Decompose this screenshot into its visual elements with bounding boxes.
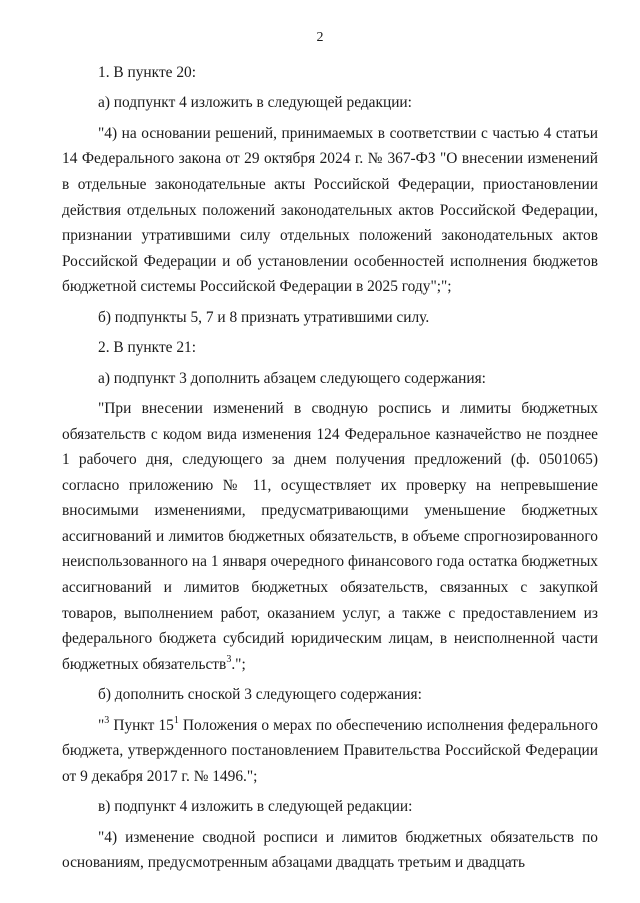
paragraph-2a-body: "При внесении изменений в сводную роспись и лимиты бюджетных обязательств с кодом вида изменения 124 Федеральное казначейство не позднее 1 рабочего дня, следующего за днем получения предложений (ф. 0501065) согласно приложению № 11, осуществляет их проверку на непревышение вносимыми изменениями, предусматривающими уменьшение бюджетных ассигнований и лимитов бюджетных обязательств, в объеме спрогнозированного неиспользованного на 1 января очередного финансового года остатка бюджетных ассигнований и лимитов бюджетных обязательств, связанных с закупкой товаров, выполнением работ, оказанием услуг, а также с предоставлением из федерального бюджета субсидий юридическим лицам, в неисполненной части бюджетных обязательств — [62, 399, 598, 673]
paragraph-1a-text: "4) на основании решений, принимаемых в соответствии с частью 4 статьи 14 Федерального закона от 29 октября 2024 г. № 367-ФЗ "О внесении изменений в отдельные законодательные акты Российской Федерации, приостановлении действия отдельных положений законодательных актов Российской Федерации, признании утратившими силу отдельных положений законодательных актов Российской Федерации и об установлении особенностей исполнения бюджетов бюджетной системы Российской Федерации в 2025 году";"; — [62, 124, 598, 296]
footnote-marker-3: 3 — [104, 714, 110, 726]
paragraph-2a-intro: а) подпункт 3 дополнить абзацем следующего содержания: — [98, 369, 486, 387]
paragraph-2v-text: "4) изменение сводной росписи и лимитов бюджетных обязательств по основаниям, предусмотренным абзацами двадцать третьим и двадцать — [62, 828, 598, 872]
point-superscript-1: 1 — [173, 714, 179, 726]
paragraph-2-heading: 2. В пункте 21: — [98, 339, 197, 357]
paragraph-1b: б) подпункты 5, 7 и 8 признать утратившими силу. — [98, 308, 430, 326]
footnote-reference-3: 3 — [226, 653, 232, 665]
paragraph-2a-end: ."; — [231, 655, 246, 673]
paragraph-1a-intro: а) подпункт 4 изложить в следующей редакции: — [98, 94, 412, 112]
document-body — [62, 60, 598, 876]
paragraph-2a-text — [62, 396, 598, 678]
footnote-3-quote: " — [98, 716, 105, 734]
page-number: 2 — [316, 30, 324, 45]
paragraph-2b-intro: б) дополнить сноской 3 следующего содержания: — [98, 686, 422, 704]
footnote-3-point: Пункт 15 — [109, 716, 174, 734]
footnote-3-text — [62, 713, 598, 790]
paragraph-1-heading: 1. В пункте 20: — [98, 64, 197, 81]
paragraph-2v-intro: в) подпункт 4 изложить в следующей редакции: — [98, 798, 413, 816]
footnote-3-body: Положения о мерах по обеспечению исполнения федерального бюджета, утвержденного постановлением Правительства Российской Федерации от 9 декабря 2017 г. № 1496."; — [62, 716, 598, 785]
